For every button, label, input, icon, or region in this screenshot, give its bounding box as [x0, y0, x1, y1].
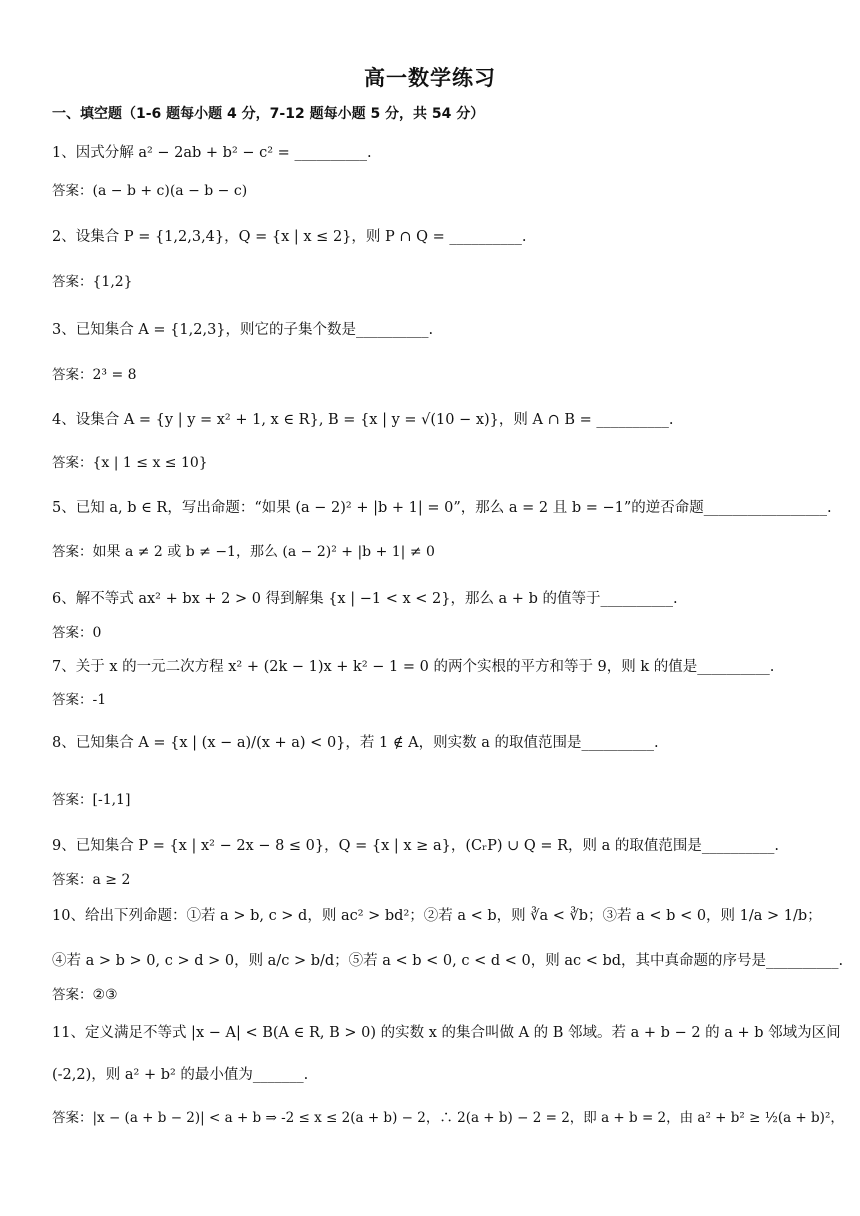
- answer-8: [52, 790, 130, 810]
- answer-6: [52, 623, 101, 643]
- answer-text: ②③: [92, 987, 118, 1003]
- answer-text: {1,2}: [92, 274, 133, 290]
- answer-text: (a − b + c)(a − b − c): [92, 183, 248, 199]
- answer-9: [52, 870, 130, 890]
- answer-11: [52, 1108, 844, 1128]
- answer-text: 2³ = 8: [92, 367, 137, 383]
- question-7: 7、关于 x 的一元二次方程 x² + (2k − 1)x + k² − 1 = 0 的两个实根的平方和等于 9，则 k 的值是__________.: [52, 659, 775, 675]
- question-6: 6、解不等式 ax² + bx + 2 > 0 得到解集 {x | −1 < x < 2}，那么 a + b 的值等于__________.: [52, 591, 678, 607]
- answer-label: 答案：: [52, 367, 93, 383]
- answer-text: 0: [92, 625, 102, 641]
- question-1: 1、因式分解 a² − 2ab + b² − c² = __________.: [52, 145, 372, 161]
- page-title: 高一数学练习: [364, 66, 496, 90]
- answer-label: 答案：: [52, 987, 93, 1003]
- question-5: 5、已知 a, b ∈ R，写出命题：“如果 (a − 2)² + |b + 1| = 0”，那么 a = 2 且 b = −1”的逆否命题_________________.: [52, 500, 832, 516]
- answer-label: 答案：: [52, 274, 93, 290]
- answer-1: [52, 181, 247, 201]
- answer-text: |x − (a + b − 2)| < a + b ⇒ -2 ≤ x ≤ 2(a + b) − 2，∴ 2(a + b) − 2 = 2，即 a + b = 2，由 a² + b² ≥ ½(a + b)²，: [92, 1110, 844, 1126]
- answer-label: 答案：: [52, 1110, 93, 1126]
- answer-7: [52, 690, 106, 710]
- answer-3: [52, 365, 137, 385]
- answer-label: 答案：: [52, 625, 93, 641]
- answer-label: 答案：: [52, 692, 93, 708]
- question-2: 2、设集合 P = {1,2,3,4}，Q = {x | x ≤ 2}，则 P ∩ Q = __________.: [52, 229, 527, 245]
- answer-text: {x | 1 ≤ x ≤ 10}: [92, 455, 208, 471]
- answer-label: 答案：: [52, 544, 93, 560]
- answer-label: 答案：: [52, 455, 93, 471]
- answer-text: a ≥ 2: [92, 872, 131, 888]
- answer-4: [52, 453, 208, 473]
- answer-10: [52, 985, 118, 1005]
- question-3: 3、已知集合 A = {1,2,3}，则它的子集个数是__________.: [52, 322, 434, 338]
- question-11-line-2: (-2,2)，则 a² + b² 的最小值为_______.: [52, 1067, 309, 1083]
- answer-5: [52, 542, 435, 562]
- question-10: 10、给出下列命题：①若 a > b, c > d，则 ac² > bd²；②若 a < b，则 ∛a < ∛b；③若 a < b < 0，则 1/a > 1/b；: [52, 908, 822, 924]
- question-10-line-2: ④若 a > b > 0, c > d > 0，则 a/c > b/d；⑤若 a < b < 0, c < d < 0，则 ac < bd，其中真命题的序号是__________.: [52, 953, 844, 969]
- question-11: 11、定义满足不等式 |x − A| < B(A ∈ R, B > 0) 的实数 x 的集合叫做 A 的 B 邻域。若 a + b − 2 的 a + b 邻域为区间: [52, 1025, 841, 1041]
- answer-2: [52, 272, 133, 292]
- question-8: 8、已知集合 A = {x | (x − a)/(x + a) < 0}，若 1 ∉ A，则实数 a 的取值范围是__________.: [52, 735, 659, 751]
- question-4: 4、设集合 A = {y | y = x² + 1, x ∈ R}, B = {x | y = √(10 − x)}，则 A ∩ B = __________.: [52, 412, 674, 428]
- answer-text: [-1,1]: [92, 792, 131, 808]
- section-heading: 一、填空题（1-6 题每小题 4 分，7-12 题每小题 5 分，共 54 分）: [52, 106, 485, 122]
- answer-text: -1: [92, 692, 107, 708]
- answer-label: 答案：: [52, 183, 93, 199]
- question-9: 9、已知集合 P = {x | x² − 2x − 8 ≤ 0}，Q = {x | x ≥ a}，(CᵣP) ∪ Q = R，则 a 的取值范围是__________.: [52, 838, 780, 854]
- answer-label: 答案：: [52, 792, 93, 808]
- answer-text: 如果 a ≠ 2 或 b ≠ −1，那么 (a − 2)² + |b + 1| ≠ 0: [92, 544, 435, 560]
- answer-label: 答案：: [52, 872, 93, 888]
